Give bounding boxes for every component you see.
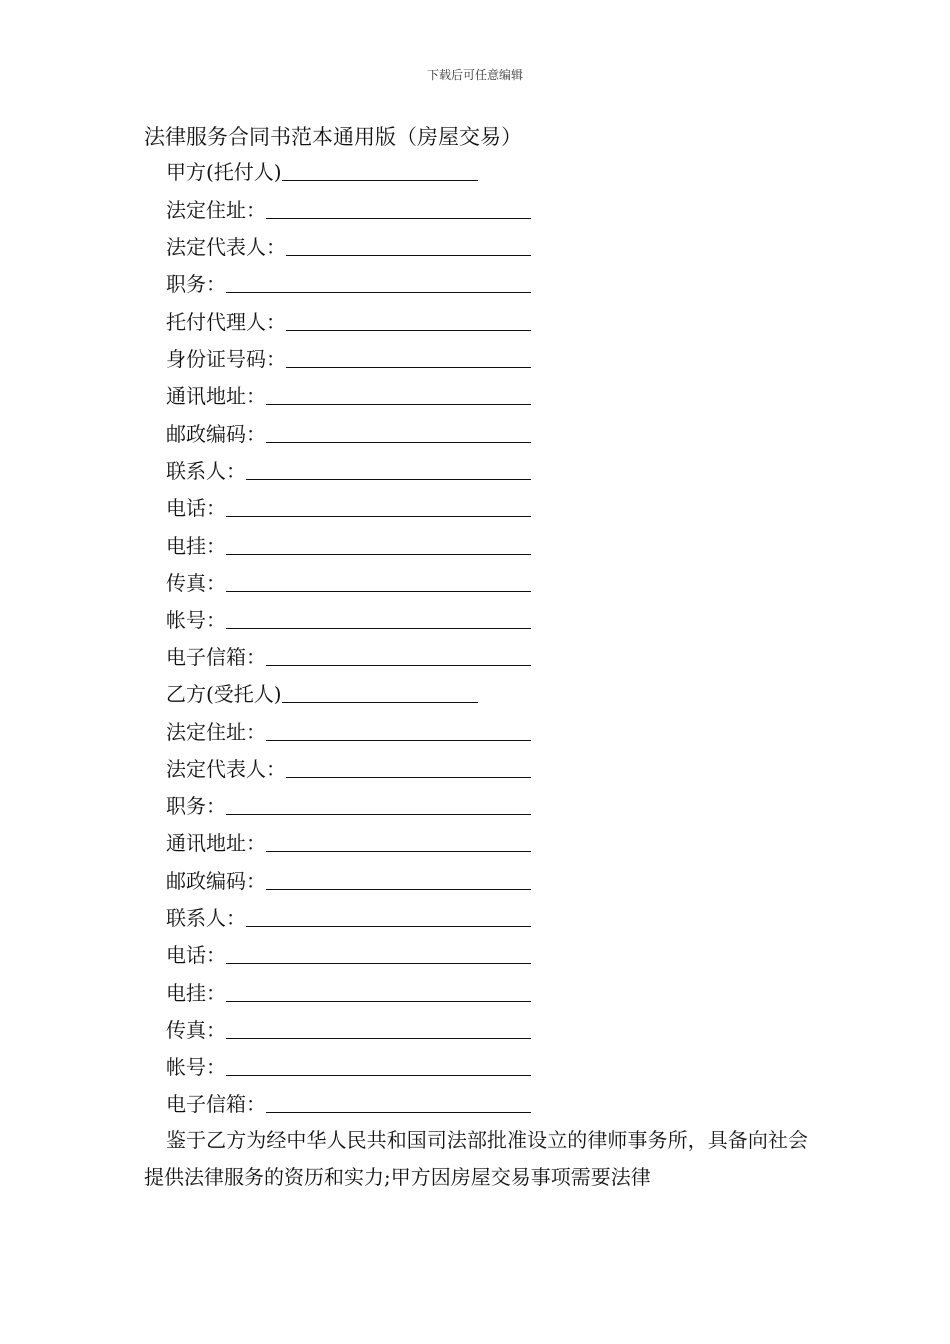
party-b-name-blank[interactable] xyxy=(282,702,478,703)
party-b-heading: 乙方(受托人) xyxy=(166,682,282,706)
party-a-field-label: 联系人： xyxy=(166,459,246,483)
party-a-field-label: 职务： xyxy=(166,272,226,296)
party-a-field-row xyxy=(166,457,531,485)
party-b-field-label: 职务： xyxy=(166,794,226,818)
party-b-field-blank[interactable] xyxy=(266,889,531,890)
party-b-field-blank[interactable] xyxy=(266,1112,531,1113)
party-a-field-blank[interactable] xyxy=(246,479,531,480)
party-a-field-row xyxy=(166,382,531,410)
party-a-field-blank[interactable] xyxy=(266,665,531,666)
party-a-field-blank[interactable] xyxy=(266,442,531,443)
party-a-field-label: 传真： xyxy=(166,571,226,595)
party-b-field-row xyxy=(166,979,531,1007)
party-b-field-row xyxy=(166,1053,531,1081)
party-b-field-label: 帐号： xyxy=(166,1055,226,1079)
party-b-field-blank[interactable] xyxy=(226,1075,531,1076)
party-a-field-label: 帐号： xyxy=(166,608,226,632)
party-a-field-blank[interactable] xyxy=(226,554,531,555)
party-a-field-label: 法定住址： xyxy=(166,198,266,222)
party-b-field-row xyxy=(166,1090,531,1118)
party-b-field-row xyxy=(166,792,531,820)
party-b-field-label: 联系人： xyxy=(166,906,246,930)
party-a-heading-row xyxy=(166,158,478,186)
party-a-field-row xyxy=(166,569,531,597)
header-note: 下载后可任意编辑 xyxy=(426,68,523,82)
party-b-field-blank[interactable] xyxy=(226,814,531,815)
document-title: 法律服务合同书范本通用版（房屋交易） xyxy=(144,125,522,149)
party-b-field-row xyxy=(166,1016,531,1044)
party-a-field-row xyxy=(166,494,531,522)
party-a-field-blank[interactable] xyxy=(286,255,531,256)
party-b-field-blank[interactable] xyxy=(266,740,531,741)
party-a-field-blank[interactable] xyxy=(226,516,531,517)
party-b-field-label: 通讯地址： xyxy=(166,831,266,855)
party-b-field-row xyxy=(166,904,531,932)
party-a-field-row xyxy=(166,196,531,224)
party-b-field-row xyxy=(166,941,531,969)
party-a-field-blank[interactable] xyxy=(226,628,531,629)
party-a-name-blank[interactable] xyxy=(282,180,478,181)
party-a-field-row xyxy=(166,643,531,671)
party-b-field-label: 电挂： xyxy=(166,981,226,1005)
party-a-field-label: 托付代理人： xyxy=(166,310,286,334)
party-a-field-blank[interactable] xyxy=(286,330,531,331)
party-a-field-row xyxy=(166,606,531,634)
party-a-field-row xyxy=(166,270,531,298)
party-a-field-label: 邮政编码： xyxy=(166,422,266,446)
party-a-field-blank[interactable] xyxy=(226,292,531,293)
party-b-field-label: 电子信箱： xyxy=(166,1092,266,1116)
party-a-field-row xyxy=(166,345,531,373)
party-b-field-row xyxy=(166,829,531,857)
party-b-field-blank[interactable] xyxy=(226,1038,531,1039)
party-a-heading: 甲方(托付人) xyxy=(166,160,282,184)
party-b-field-row xyxy=(166,755,531,783)
party-a-field-row xyxy=(166,532,531,560)
party-b-field-blank[interactable] xyxy=(246,926,531,927)
party-a-field-blank[interactable] xyxy=(266,218,531,219)
party-a-field-label: 通讯地址： xyxy=(166,384,266,408)
party-b-field-row xyxy=(166,867,531,895)
party-a-field-row xyxy=(166,233,531,261)
party-a-field-label: 身份证号码： xyxy=(166,347,286,371)
party-b-field-label: 法定代表人： xyxy=(166,757,286,781)
party-b-field-label: 法定住址： xyxy=(166,720,266,744)
party-b-field-label: 邮政编码： xyxy=(166,869,266,893)
party-a-field-blank[interactable] xyxy=(266,404,531,405)
party-a-field-label: 电挂： xyxy=(166,534,226,558)
party-b-field-blank[interactable] xyxy=(226,963,531,964)
party-a-field-row xyxy=(166,420,531,448)
party-b-heading-row xyxy=(166,680,478,708)
party-a-field-blank[interactable] xyxy=(286,367,531,368)
body-paragraph: 鉴于乙方为经中华人民共和国司法部批准设立的律师事务所，具备向社会提供法律服务的资历和实力;甲方因房屋交易事项需要法律 xyxy=(144,1128,808,1189)
party-b-field-blank[interactable] xyxy=(266,851,531,852)
party-a-field-blank[interactable] xyxy=(226,591,531,592)
party-b-field-blank[interactable] xyxy=(226,1001,531,1002)
party-b-field-label: 传真： xyxy=(166,1018,226,1042)
party-a-field-row xyxy=(166,308,531,336)
party-a-field-label: 法定代表人： xyxy=(166,235,286,259)
party-a-field-label: 电话： xyxy=(166,496,226,520)
party-b-field-blank[interactable] xyxy=(286,777,531,778)
party-a-field-label: 电子信箱： xyxy=(166,645,266,669)
party-b-field-label: 电话： xyxy=(166,943,226,967)
party-b-field-row xyxy=(166,718,531,746)
